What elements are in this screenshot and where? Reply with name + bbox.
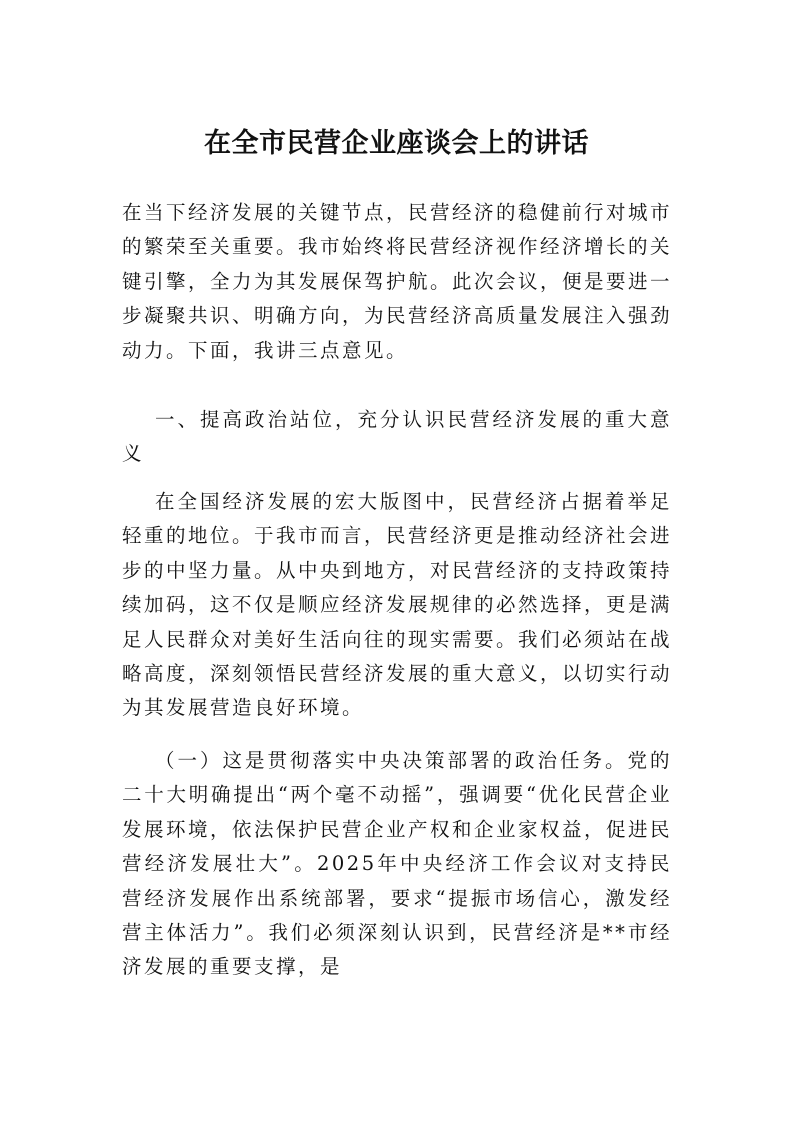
intro-paragraph: 在当下经济发展的关键节点，民营经济的稳健前行对城市的繁荣至关重要。我市始终将民营经济视作经济增长的关键引擎，全力为其发展保驾护航。此次会议，便是要进一步凝聚共识、明确方向，为民营经济高质量发展注入强劲动力。下面，我讲三点意见。 <box>122 201 673 362</box>
subsection-1-paragraph: （一）这是贯彻落实中央决策部署的政治任务。党的二十大明确提出“两个毫不动摇”，强调要“优化民营企业发展环境，依法保护民营企业产权和企业家权益，促进民营经济发展壮大”。2025年中央经济工作会议对支持民营经济发展作出系统部署，要求“提振市场信心，激发经营主体活力”。我们必须深刻认识到，民营经济是**市经济发展的重要支撑，是 <box>122 749 673 979</box>
document-title: 在全市民营企业座谈会上的讲话 <box>204 128 589 159</box>
section-1-paragraph: 在全国经济发展的宏大版图中，民营经济占据着举足轻重的地位。于我市而言，民营经济更是推动经济社会进步的中坚力量。从中央到地方，对民营经济的支持政策持续加码，这不仅是顺应经济发展规律的必然选择，更是满足人民群众对美好生活向往的现实需要。我们必须站在战略高度，深刻领悟民营经济发展的重大意义，以切实行动为其发展营造良好环境。 <box>122 490 673 720</box>
section-heading-1: 一、提高政治站位，充分认识民营经济发展的重大意义 <box>122 408 672 466</box>
